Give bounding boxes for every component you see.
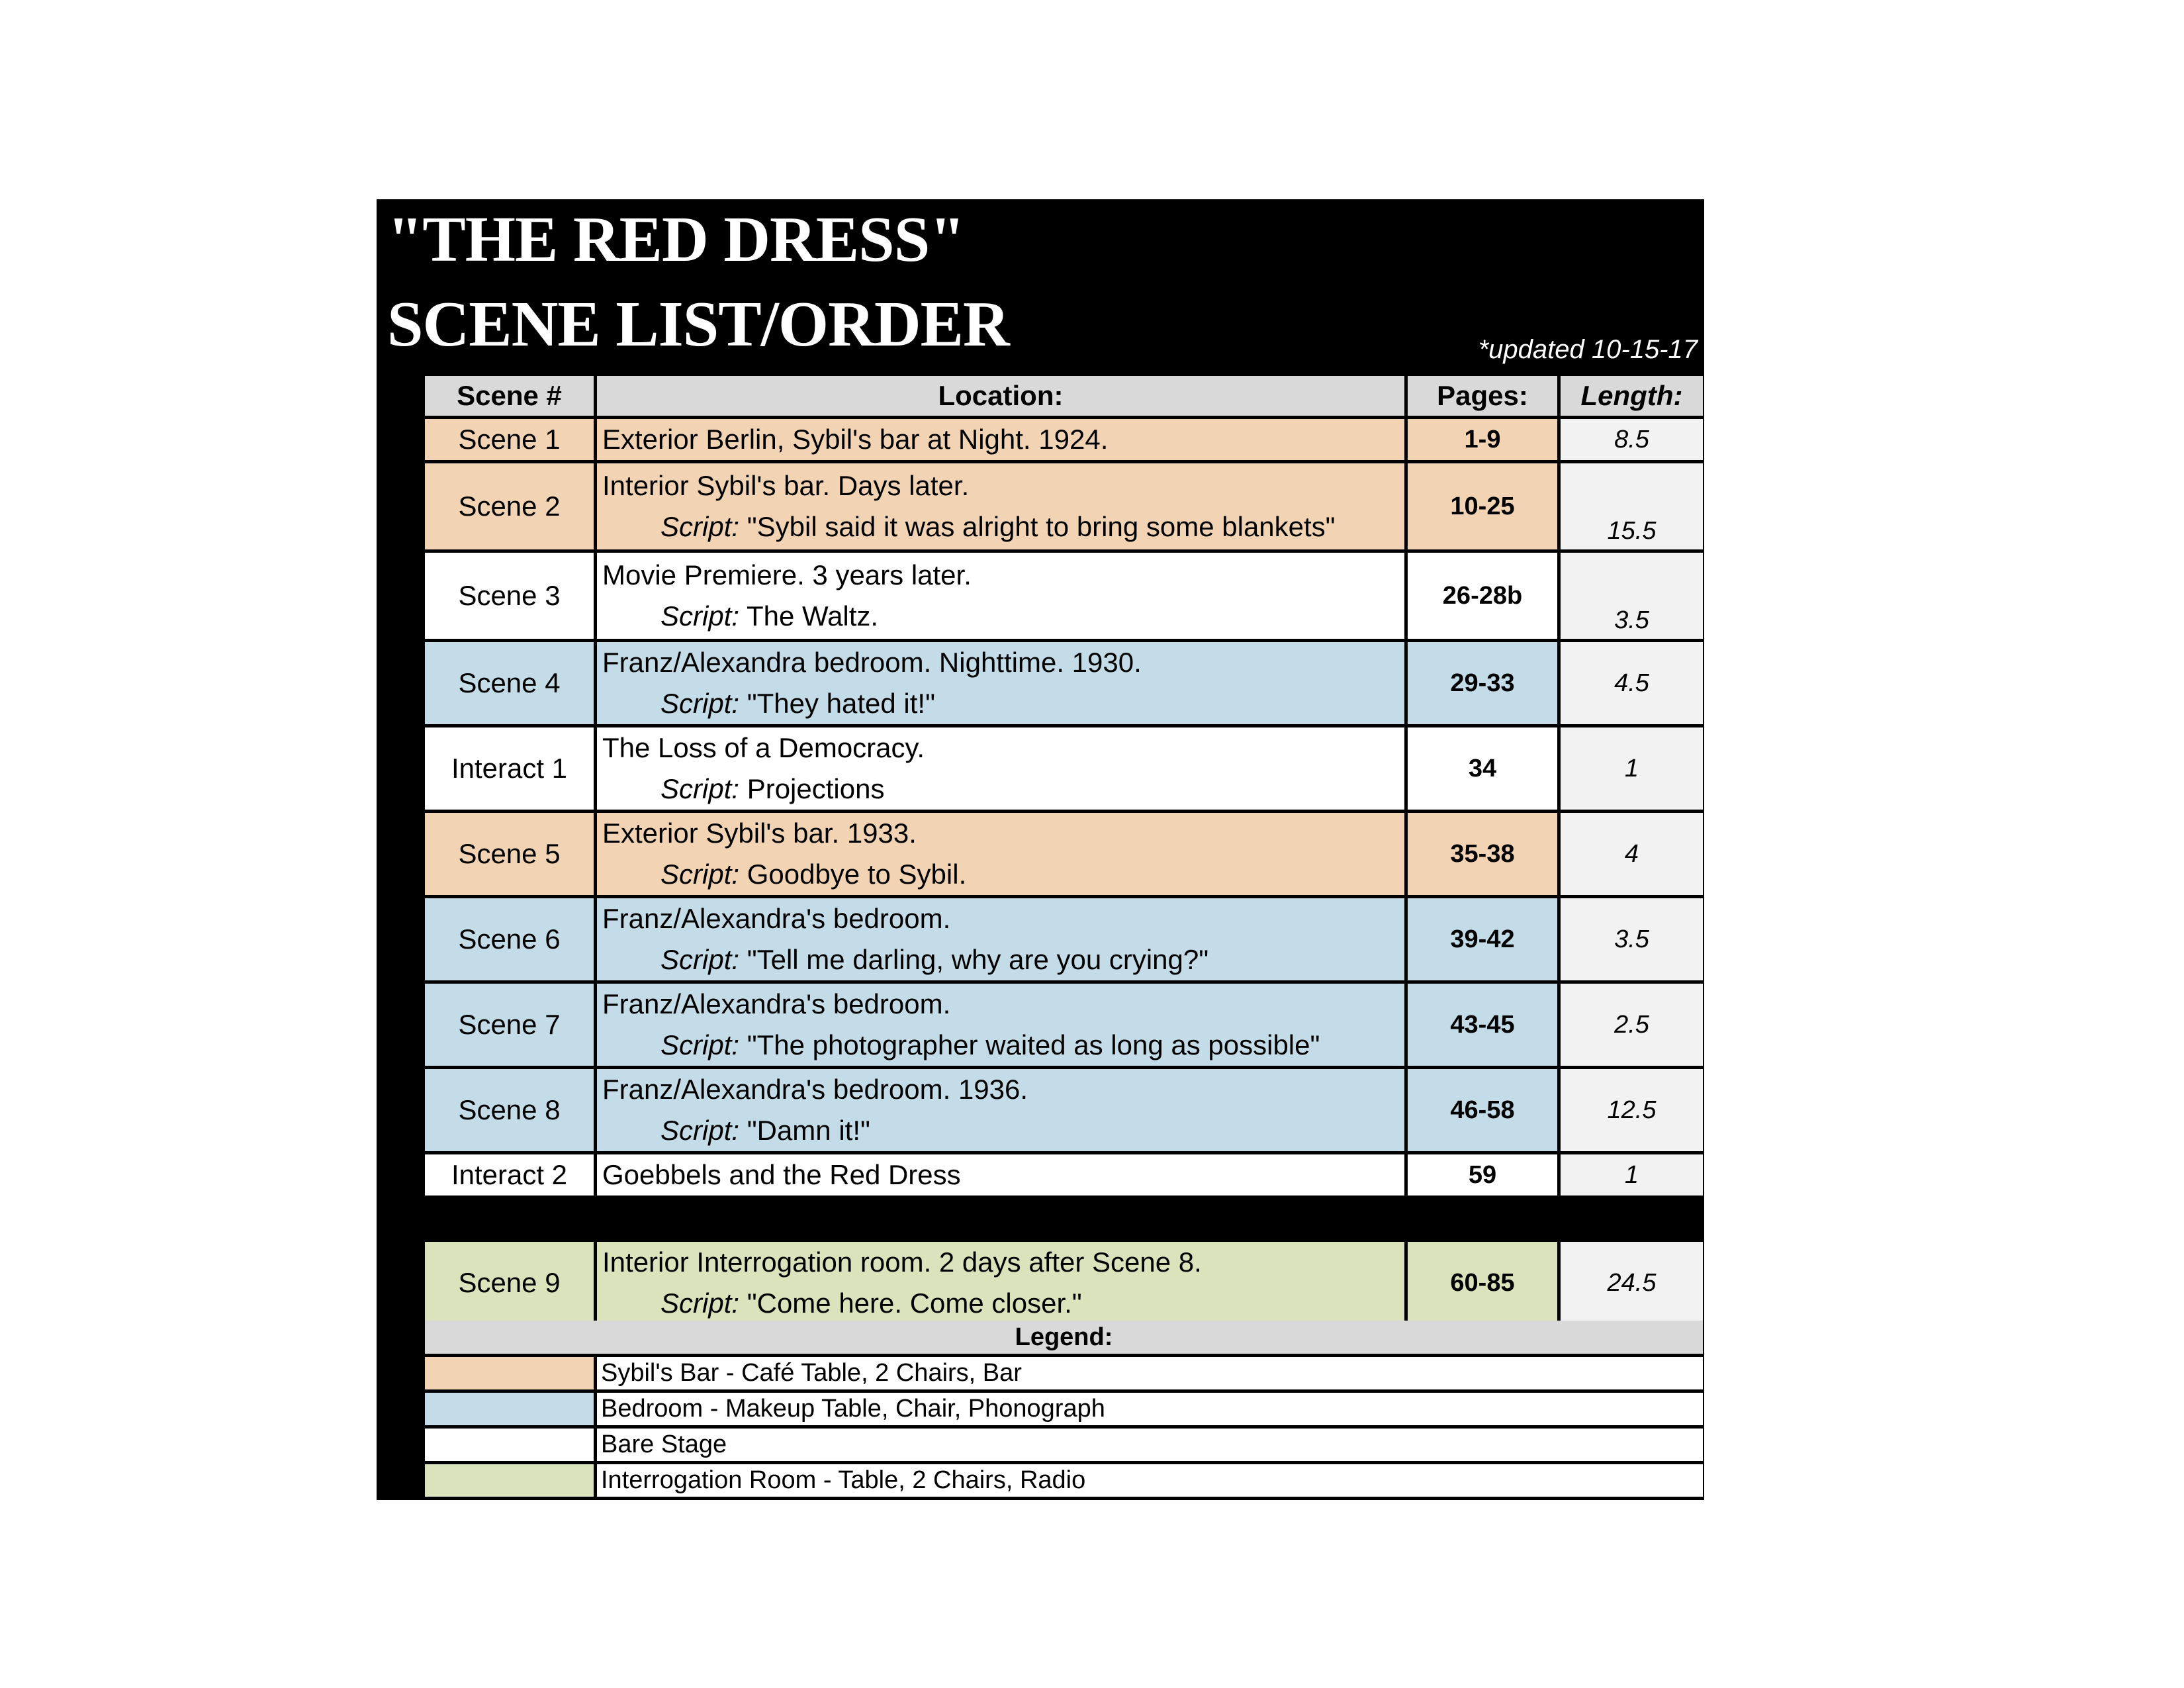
legend-item xyxy=(425,1393,1703,1425)
location-line: The Loss of a Democracy. xyxy=(602,732,925,763)
length-cell: 8.5 xyxy=(1561,419,1703,460)
script-line xyxy=(602,506,1404,547)
script-text: The Waltz. xyxy=(746,600,879,632)
legend-title: Legend: xyxy=(425,1321,1703,1354)
location-cell xyxy=(597,463,1404,549)
length-cell: 4 xyxy=(1561,813,1703,895)
header-pages: Pages: xyxy=(1408,376,1557,416)
length-cell: 24.5 xyxy=(1561,1242,1703,1324)
script-label: Script: xyxy=(660,944,740,975)
document-subtitle: SCENE LIST/ORDER xyxy=(387,289,1009,360)
legend-table xyxy=(422,1317,1706,1500)
legend-header-row xyxy=(425,1321,1703,1354)
scene-number: Scene 8 xyxy=(425,1069,594,1151)
script-label: Script: xyxy=(660,511,740,542)
script-line xyxy=(602,1110,1404,1151)
script-label: Script: xyxy=(660,688,740,719)
location-cell xyxy=(597,553,1404,639)
script-label: Script: xyxy=(660,600,740,632)
header-location: Location: xyxy=(597,376,1404,416)
legend-swatch xyxy=(425,1429,594,1461)
scene-number: Interact 1 xyxy=(425,727,594,810)
table-spacer xyxy=(425,1199,1703,1239)
header-length: Length: xyxy=(1561,376,1703,416)
script-line xyxy=(602,1025,1404,1066)
location-line: Exterior Sybil's bar. 1933. xyxy=(602,818,917,849)
document-title: "THE RED DRESS" xyxy=(387,204,965,275)
pages-cell: 34 xyxy=(1408,727,1557,810)
location-line: Interior Interrogation room. 2 days after Scene 8. xyxy=(602,1246,1202,1278)
updated-note: *updated 10-15-17 xyxy=(1478,335,1698,364)
scene-number: Interact 2 xyxy=(425,1154,594,1196)
scene-number: Scene 3 xyxy=(425,553,594,639)
script-line xyxy=(602,854,1404,895)
script-text: "Damn it!" xyxy=(747,1115,870,1146)
legend-item xyxy=(425,1464,1703,1497)
length-cell: 1 xyxy=(1561,1154,1703,1196)
legend-label: Sybil's Bar - Café Table, 2 Chairs, Bar xyxy=(597,1357,1703,1389)
legend-label: Bedroom - Makeup Table, Chair, Phonograph xyxy=(597,1393,1703,1425)
location-cell xyxy=(597,813,1404,895)
pages-cell: 29-33 xyxy=(1408,642,1557,724)
location-line: Goebbels and the Red Dress xyxy=(602,1159,961,1190)
legend-item xyxy=(425,1357,1703,1389)
location-cell xyxy=(597,1242,1404,1324)
table-row xyxy=(425,1069,1703,1151)
legend-swatch xyxy=(425,1357,594,1389)
script-text: "Come here. Come closer." xyxy=(747,1288,1082,1319)
table-row xyxy=(425,642,1703,724)
script-label: Script: xyxy=(660,859,740,890)
scene-number: Scene 7 xyxy=(425,984,594,1066)
header-scene: Scene # xyxy=(425,376,594,416)
script-line xyxy=(602,683,1404,724)
script-label: Script: xyxy=(660,1288,740,1319)
script-line xyxy=(602,769,1404,810)
legend-label: Bare Stage xyxy=(597,1429,1703,1461)
location-cell xyxy=(597,642,1404,724)
script-text: Projections xyxy=(747,773,885,804)
location-cell xyxy=(597,419,1404,460)
length-cell: 15.5 xyxy=(1561,463,1703,549)
location-cell xyxy=(597,984,1404,1066)
length-cell: 1 xyxy=(1561,727,1703,810)
legend-item xyxy=(425,1429,1703,1461)
location-line: Franz/Alexandra's bedroom. 1936. xyxy=(602,1074,1028,1105)
location-line: Franz/Alexandra bedroom. Nighttime. 1930. xyxy=(602,647,1142,678)
script-text: "They hated it!" xyxy=(747,688,936,719)
pages-cell: 43-45 xyxy=(1408,984,1557,1066)
scene-number: Scene 5 xyxy=(425,813,594,895)
location-cell xyxy=(597,1069,1404,1151)
script-text: "The photographer waited as long as possible" xyxy=(747,1029,1320,1060)
table-row xyxy=(425,553,1703,639)
scene-number: Scene 1 xyxy=(425,419,594,460)
length-cell: 3.5 xyxy=(1561,553,1703,639)
script-label: Script: xyxy=(660,1115,740,1146)
pages-cell: 60-85 xyxy=(1408,1242,1557,1324)
table-row xyxy=(425,727,1703,810)
location-line: Exterior Berlin, Sybil's bar at Night. 1924. xyxy=(602,424,1109,455)
table-row xyxy=(425,898,1703,980)
location-line: Franz/Alexandra's bedroom. xyxy=(602,903,951,934)
pages-cell: 26-28b xyxy=(1408,553,1557,639)
location-line: Franz/Alexandra's bedroom. xyxy=(602,988,951,1019)
pages-cell: 39-42 xyxy=(1408,898,1557,980)
pages-cell: 46-58 xyxy=(1408,1069,1557,1151)
script-line xyxy=(602,939,1404,980)
pages-cell: 35-38 xyxy=(1408,813,1557,895)
table-header-row xyxy=(425,376,1703,416)
table-row xyxy=(425,463,1703,549)
script-line xyxy=(602,596,1404,637)
table-row xyxy=(425,1154,1703,1196)
scene-number: Scene 9 xyxy=(425,1242,594,1324)
location-cell xyxy=(597,727,1404,810)
length-cell: 4.5 xyxy=(1561,642,1703,724)
script-label: Script: xyxy=(660,1029,740,1060)
script-text: "Tell me darling, why are you crying?" xyxy=(747,944,1209,975)
length-cell: 12.5 xyxy=(1561,1069,1703,1151)
script-label: Script: xyxy=(660,773,740,804)
table-row xyxy=(425,1242,1703,1324)
scene-number: Scene 6 xyxy=(425,898,594,980)
table-row xyxy=(425,419,1703,460)
location-cell xyxy=(597,1154,1404,1196)
location-line: Interior Sybil's bar. Days later. xyxy=(602,470,970,501)
legend-label: Interrogation Room - Table, 2 Chairs, Radio xyxy=(597,1464,1703,1497)
pages-cell: 1-9 xyxy=(1408,419,1557,460)
pages-cell: 59 xyxy=(1408,1154,1557,1196)
scene-number: Scene 2 xyxy=(425,463,594,549)
legend-swatch xyxy=(425,1464,594,1497)
script-text: "Sybil said it was alright to bring some blankets" xyxy=(747,511,1336,542)
scene-table xyxy=(422,373,1706,1327)
legend-swatch xyxy=(425,1393,594,1425)
script-text: Goodbye to Sybil. xyxy=(747,859,967,890)
length-cell: 2.5 xyxy=(1561,984,1703,1066)
table-row xyxy=(425,813,1703,895)
table-row xyxy=(425,984,1703,1066)
location-line: Movie Premiere. 3 years later. xyxy=(602,559,972,590)
length-cell: 3.5 xyxy=(1561,898,1703,980)
scene-number: Scene 4 xyxy=(425,642,594,724)
pages-cell: 10-25 xyxy=(1408,463,1557,549)
location-cell xyxy=(597,898,1404,980)
